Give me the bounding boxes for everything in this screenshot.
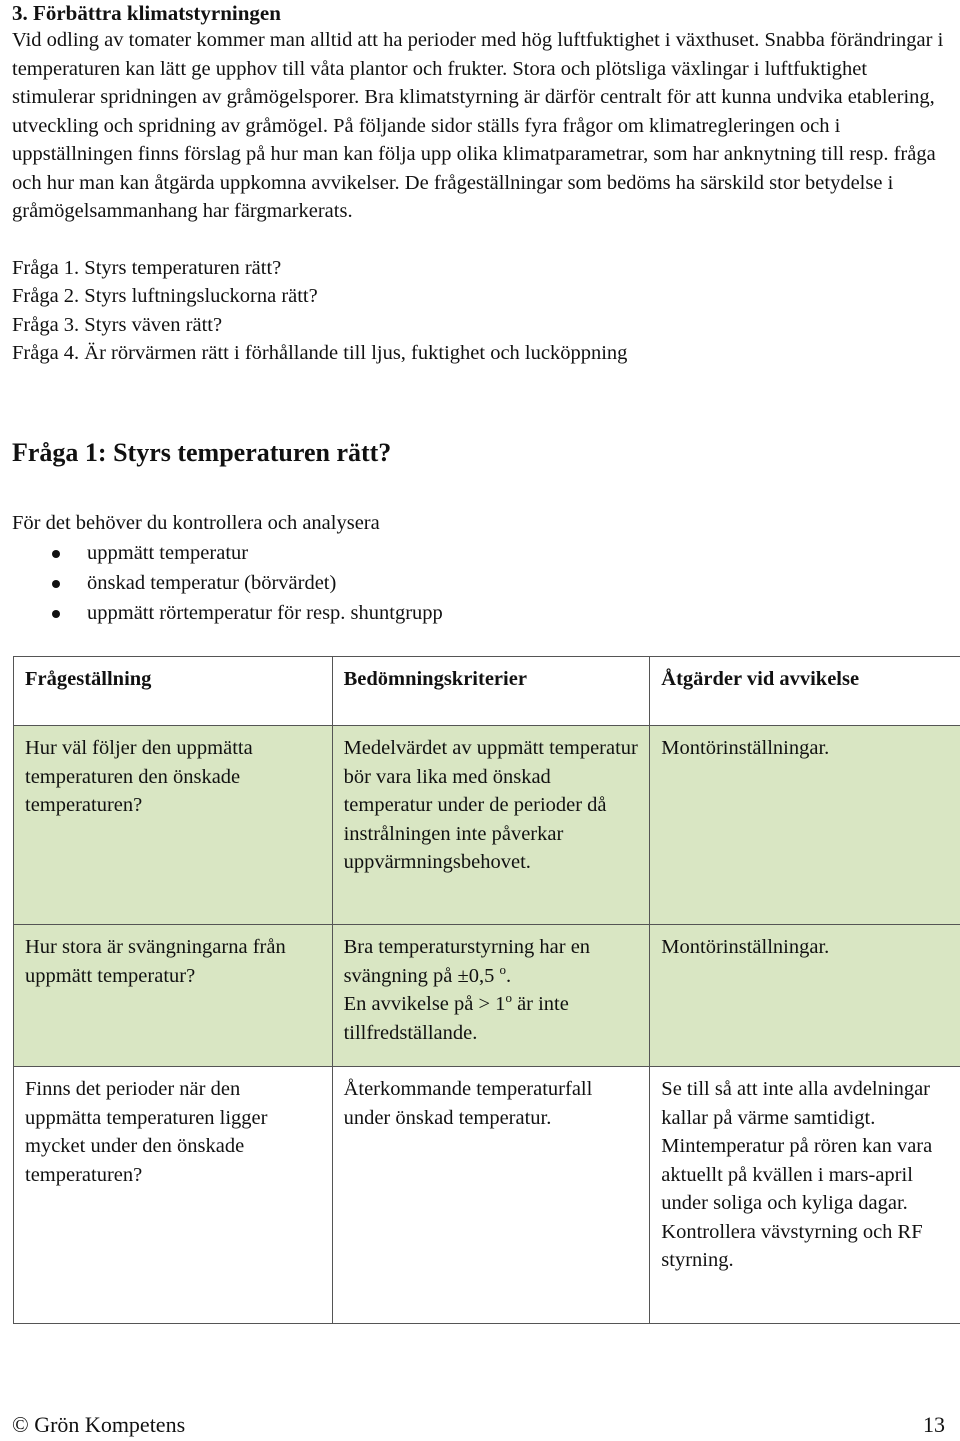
table-header-row bbox=[14, 657, 960, 726]
section-heading: 3. Förbättra klimatstyrningen bbox=[12, 1, 281, 25]
copyright-text: © Grön Kompetens bbox=[12, 1412, 186, 1437]
question1-lead-block bbox=[12, 508, 443, 628]
question-item: Fråga 1. Styrs temperaturen rätt? bbox=[12, 256, 282, 279]
criteria-text: En avvikelse på > 1 bbox=[343, 993, 506, 1015]
question-list bbox=[12, 254, 952, 368]
degree-sup: o bbox=[499, 961, 506, 977]
check-list-item: önskad temperatur (börvärdet) bbox=[12, 568, 443, 598]
table-row bbox=[14, 726, 960, 925]
check-list-item: uppmätt temperatur bbox=[12, 538, 443, 568]
question-item: Fråga 3. Styrs väven rätt? bbox=[12, 313, 223, 336]
page-number: 13 bbox=[923, 1412, 945, 1437]
action-line: Mintemperatur på rören kan vara aktuellt på kvällen i mars-april under soliga och kyliga dagar. bbox=[661, 1135, 933, 1214]
question-item: Fråga 4. Är rörvärmen rätt i förhållande till ljus, fuktighet och lucköppning bbox=[12, 342, 628, 364]
cell-question: Hur väl följer den uppmätta temperaturen den önskade temperaturen? bbox=[14, 726, 333, 925]
page-footer bbox=[12, 1410, 945, 1440]
header-action: Åtgärder vid avvikelse bbox=[650, 657, 960, 726]
question1-lead: För det behöver du kontrollera och analysera bbox=[12, 512, 380, 534]
table-row bbox=[14, 1067, 960, 1324]
header-question: Frågeställning bbox=[14, 657, 333, 726]
check-list-item: uppmätt rörtemperatur för resp. shuntgrupp bbox=[12, 598, 443, 628]
cell-question: Hur stora är svängningarna från uppmätt temperatur? bbox=[14, 925, 333, 1067]
cell-criteria: Återkommande temperaturfall under önskad temperatur. bbox=[332, 1067, 650, 1324]
cell-criteria: Medelvärdet av uppmätt temperatur bör vara lika med önskad temperatur under de perioder då instrålningen inte påverkar uppvärmningsbehovet. bbox=[332, 726, 650, 925]
assessment-table bbox=[13, 656, 960, 1324]
header-criteria: Bedömningskriterier bbox=[332, 657, 650, 726]
document-page bbox=[12, 0, 952, 1271]
intro-paragraph: Vid odling av tomater kommer man alltid att ha perioder med hög luftfuktighet i växthuset. Snabba förändringar i temperaturen kan lätt ge upphov till våta plantor och frukter. Stora och plötsliga växlingar i luftfuktighet stimulerar spridningen av gråmögelsporer. Bra klimatstyrning är därför centralt för att kunna undvika etablering, utveckling och spridning av gråmögel. På följande sidor ställs fyra frågor om klimatregleringen och i uppställningen finns förslag på hur man kan följa upp olika klimatparametrar, som har anknytning till resp. fråga och hur man kan åtgärda uppkomna avvikelser. De frågeställningar som bedöms ha särskild stor betydelse i gråmögelsammanhang har färgmarkerats. bbox=[12, 29, 944, 222]
action-line: Se till så att inte alla avdelningar kallar på värme samtidigt. bbox=[661, 1078, 930, 1129]
action-line: Kontrollera vävstyrning och RF styrning. bbox=[661, 1220, 923, 1271]
cell-action: Montörinställningar. bbox=[650, 726, 960, 925]
cell-criteria bbox=[332, 925, 650, 1067]
criteria-text: Bra temperaturstyrning har en svängning på ±0,5 bbox=[343, 936, 591, 987]
cell-action: Montörinställningar. bbox=[650, 925, 960, 1067]
degree-sup: o bbox=[505, 990, 512, 1005]
question1-heading: Fråga 1: Styrs temperaturen rätt? bbox=[12, 438, 392, 467]
criteria-text: . bbox=[505, 964, 512, 987]
cell-question: Finns det perioder när den uppmätta temperaturen ligger mycket under den önskade temperaturen? bbox=[14, 1067, 333, 1324]
table-row bbox=[14, 925, 960, 1067]
criteria-text: är inte tillfredställande. bbox=[343, 993, 569, 1044]
check-list bbox=[12, 538, 443, 628]
question-item: Fråga 2. Styrs luftningsluckorna rätt? bbox=[12, 285, 318, 307]
cell-action bbox=[650, 1067, 960, 1324]
